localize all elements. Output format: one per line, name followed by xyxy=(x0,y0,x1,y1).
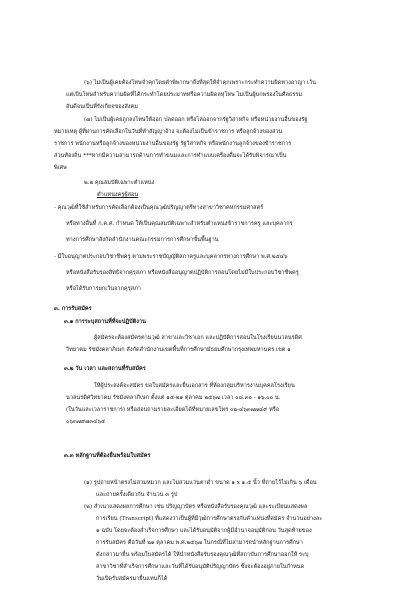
section-3-2-heading: ๓.๒ วัน เวลา และสถานที่รับสมัคร xyxy=(64,366,146,372)
document-item-2-line-6: สาขาวิชาที่สำเร็จการศึกษาและวันที่ได้รับอนุมัติปริญญาบัตร ซึ่งจะต้องอยู่ภายในกำหนด xyxy=(96,564,305,570)
spec-item-1-line-3: ทางการศึกษาสังกัดสำนักงานคณะกรรมการการศึกษาขั้นพื้นฐาน xyxy=(66,237,219,243)
qual-item-7-line-1: (๗) ไม่เป็นผู้เคยถูกลงโทษให้ออก ปลดออก หรือไล่ออกจากรัฐวิสาหกิจ หรือหน่วยงานอื่นของรัฐ xyxy=(84,117,308,123)
qual-item-6-line-3: อันดีจนเป็นที่รังเกียจของสังคม xyxy=(66,104,138,110)
qual-note-line-3: ส่วนท้องถิ่น ***หากมีความสามารถด้านการทำขนมและการทำแบบเครื่องดื่มจะได้รับพิจารณาเป็น xyxy=(54,153,287,159)
document-item-2-line-3: ๑ ฉบับ โดยจะต้องสำเร็จการศึกษา และได้รับอนุมัติจากผู้มีอำนาจอนุมัติก่อน วันสุดท้ายของ xyxy=(96,528,312,534)
document-item-1-line-1: (๑) รูปถ่ายหน้าตรงไม่สวมหมวก และไม่สวมแว่นตาดำ ขนาด ๑ x ๑.๕ นิ้ว ที่ถ่ายไว้ไม่เกิน ๖ เดือน xyxy=(84,480,317,486)
document-item-2-line-5: ดังกล่าวมายื่น พร้อมใบสมัครได้ ให้นำหนังสือรับรองคุณวุฒิที่สถาบันการศึกษาออกให้ ระบุ xyxy=(96,552,309,558)
spec-item-1-line-1: - คุณวุฒิที่ใช้สำหรับการคัดเลือกต้องเป็นคุณวุฒิปริญญาตรีทางสาขาวิชาคหกรรมศาสตร์ xyxy=(54,205,264,211)
spec-item-2-line-1: - มีใบอนุญาตประกอบวิชาชีพครู ตามพระราชบัญญัติสภาครูและบุคลากรทางการศึกษา พ.ศ.๒๕๔๖ xyxy=(54,254,288,260)
qual-note-line-1: หมายเหตุ ผู้ที่ผ่านการคัดเลือกในวันที่ทำสัญญาจ้าง จะต้องไม่เป็นข้าราชการ หรือลูกจ้างของส่วน xyxy=(54,129,283,135)
document-item-1-line-2: และถ่ายครั้งเดียวกัน จำนวน ๓ รูป xyxy=(96,492,178,498)
section-3-heading: ๓. การรับสมัคร xyxy=(54,306,92,312)
spec-item-1-line-2: หรือทางอื่นที่ ก.ค.ศ. กำหนด ให้เป็นคุณสมบัติเฉพาะสำหรับตำแหน่งข้าราชการครู และบุคลากร xyxy=(66,221,293,227)
spec-item-2-line-2: หรือหนังสือรับรองสิทธิจากคุรุสภา หรือหนังสืออนุญาตปฏิบัติการสอนโดยไม่มีใบประกอบวิชาชีพครู xyxy=(66,270,299,276)
section-3-2-body-line-1: ให้ผู้ประสงค์จะสมัคร ขอใบสมัครและยื่นเอกสาร ที่ห้องกลุ่มบริหารงานบุคคลโรงเรียน xyxy=(94,383,295,389)
section-3-1-body-line-1: ผู้สมัครจะต้องสมัครตามวุฒิ สาขาและวิชาเอก และปฏิบัติการสอนในโรงเรียนนวลนรดิศ xyxy=(94,335,302,341)
spec-heading: ๒.๒ คุณสมบัติเฉพาะตำแหน่ง xyxy=(84,180,155,186)
document-item-2-line-7: วันเปิดรับสมัครมายื่นแทนก็ได้ xyxy=(96,576,168,582)
qual-note-line-4: พิเศษ xyxy=(54,165,67,171)
qual-note-line-2: ราชการ พนักงานหรือลูกจ้างของหน่วยงานอื่นของรัฐ รัฐวิสาหกิจ หรือพนักงานลูกจ้างของข้าราชการ xyxy=(54,141,292,147)
document-item-2-line-2: การเรียน (Transcript) ที่แสดงว่าเป็นผู้ที่มีวุฒิการศึกษาตรงกับตำแหน่งที่สมัคร จำนวนอย่างละ xyxy=(96,516,323,522)
section-3-3-heading: ๓.๓ หลักฐานที่ต้องยื่นพร้อมใบสมัคร xyxy=(64,453,151,459)
section-3-2-body-line-3: (ในวันและเวลาราชการ) หรือสอบถามรายละเอียดได้ที่หมายเลขโทร ๐๒-๔๖๓๗๗๔๙ หรือ xyxy=(66,407,280,413)
spec-position: ตำแหน่งครูผู้สอน xyxy=(97,192,139,198)
qual-item-6-line-2: แต่เป็นโทษสำหรับความผิดที่ได้กระทำโดยประมาทหรือความผิดลหุโทษ ไม่เป็นผู้บกพร่องในศีลธรรม xyxy=(66,92,303,98)
section-3-1-body-line-2: วิทยาคม รัชมังคลาภิเษก สังกัดสำนักงานเขตพื้นที่การศึกษามัธยมศึกษากรุงเทพมหานคร เขต ๑ xyxy=(66,347,291,353)
section-3-1-heading: ๓.๑ การระบุสถานที่ที่จะปฏิบัติงาน xyxy=(64,319,146,325)
document-item-2-line-1: (๒) สำเนาแสดงผลการศึกษา เช่น ปริญญาบัตร หรือหนังสือรับรองคุณวุฒิ และระเบียนแสดงผล xyxy=(84,504,308,510)
qual-item-6-line-1: (๖) ไม่เป็นผู้เคยต้องโทษจำคุกโดยคำพิพากษาถึงที่สุดให้จำคุกเพราะกระทำความผิดทางอาญา เว้น xyxy=(84,80,316,86)
document-item-2-line-4: การรับสมัคร คือวันที่ ๒๑ ตุลาคม พ.ศ.๒๕๖๗ ในกรณีที่ไม่สามารถนำหลักฐานการศึกษา xyxy=(96,540,303,546)
section-3-2-body-line-2: นวลนรดิศวิทยาคม รัชมังคลาภิเษก ตั้งแต่ ๑๕-๒๑ ตุลาคม ๒๕๖๗ เวลา ๐๘.๓๐ - ๑๖.๐๐ น. xyxy=(66,395,281,401)
section-3-2-body-line-4: ๐๖๓๗๙๗๓๔๖๕ xyxy=(66,419,106,425)
spec-item-2-line-3: หรือได้รับการยกเว้นจากคุรุสภา xyxy=(66,286,141,292)
